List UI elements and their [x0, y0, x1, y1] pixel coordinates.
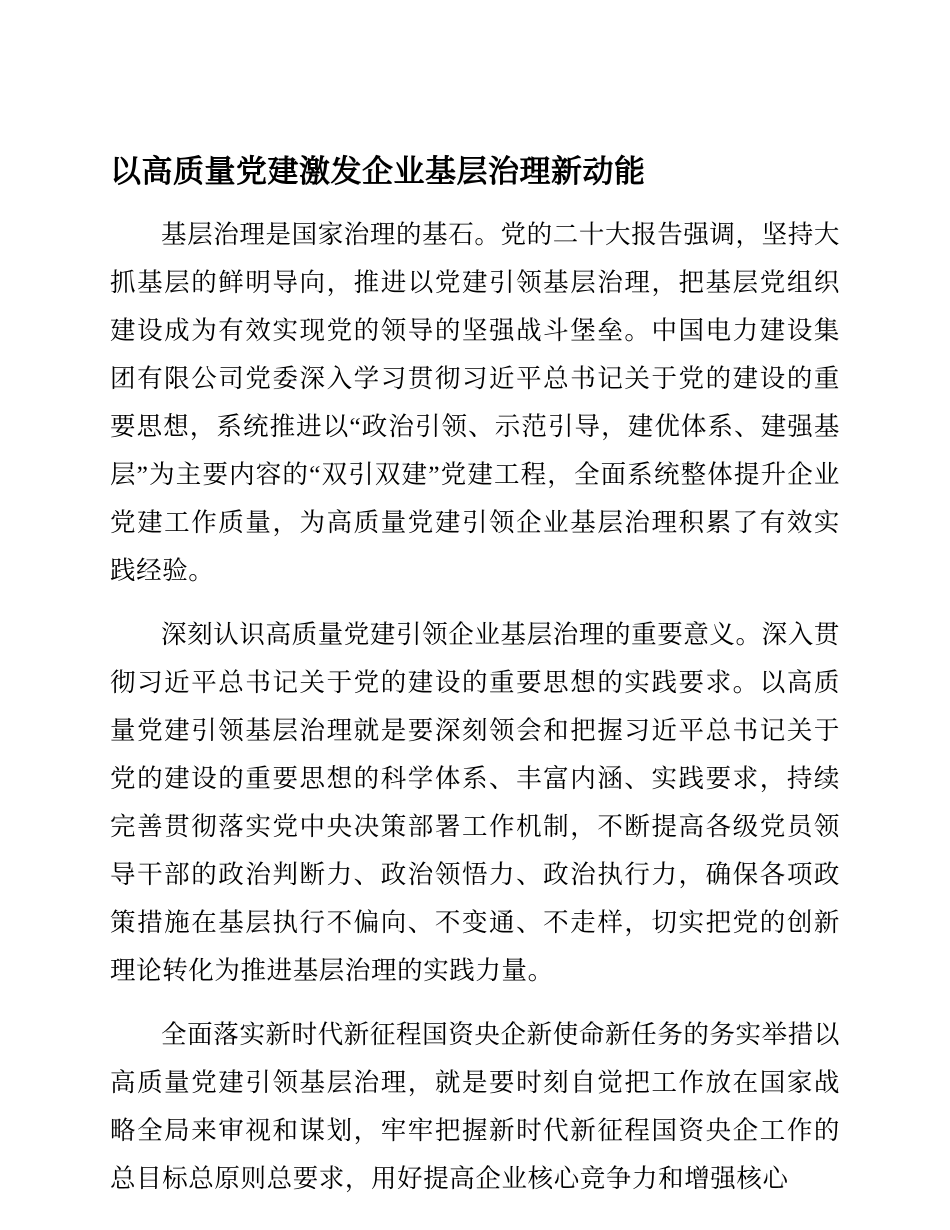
page-title: 以高质量党建激发企业基层治理新动能 [110, 154, 646, 189]
paragraph-1: 基层治理是国家治理的基石。党的二十大报告强调，坚持大抓基层的鲜明导向，推进以党建引领基层治理，把基层党组织建设成为有效实现党的领导的坚强战斗堡垒。中国电力建设集团有限公司党委深入学习贯彻习近平总书记关于党的建设的重要思想，系统推进以“政治引领、示范引导，建优体系、建强基层”为主要内容的“双引双建”党建工程，全面系统整体提升企业党建工作质量，为高质量党建引领企业基层治理积累了有效实践经验。 [110, 220, 840, 586]
paragraph-2: 深刻认识高质量党建引领企业基层治理的重要意义。深入贯彻习近平总书记关于党的建设的重要思想的实践要求。以高质量党建引领基层治理就是要深刻领会和把握习近平总书记关于党的建设的重要思想的科学体系、丰富内涵、实践要求，持续完善贯彻落实党中央决策部署工作机制，不断提高各级党员领导干部的政治判断力、政治领悟力、政治执行力，确保各项政策措施在基层执行不偏向、不变通、不走样，切实把党的创新理论转化为推进基层治理的实践力量。 [110, 620, 840, 986]
paragraph-3: 全面落实新时代新征程国资央企新使命新任务的务实举措以高质量党建引领基层治理，就是要时刻自觉把工作放在国家战略全局来审视和谋划，牢牢把握新时代新征程国资央企工作的总目标总原则总要求，用好提高企业核心竞争力和增强核心 [110, 1020, 840, 1194]
